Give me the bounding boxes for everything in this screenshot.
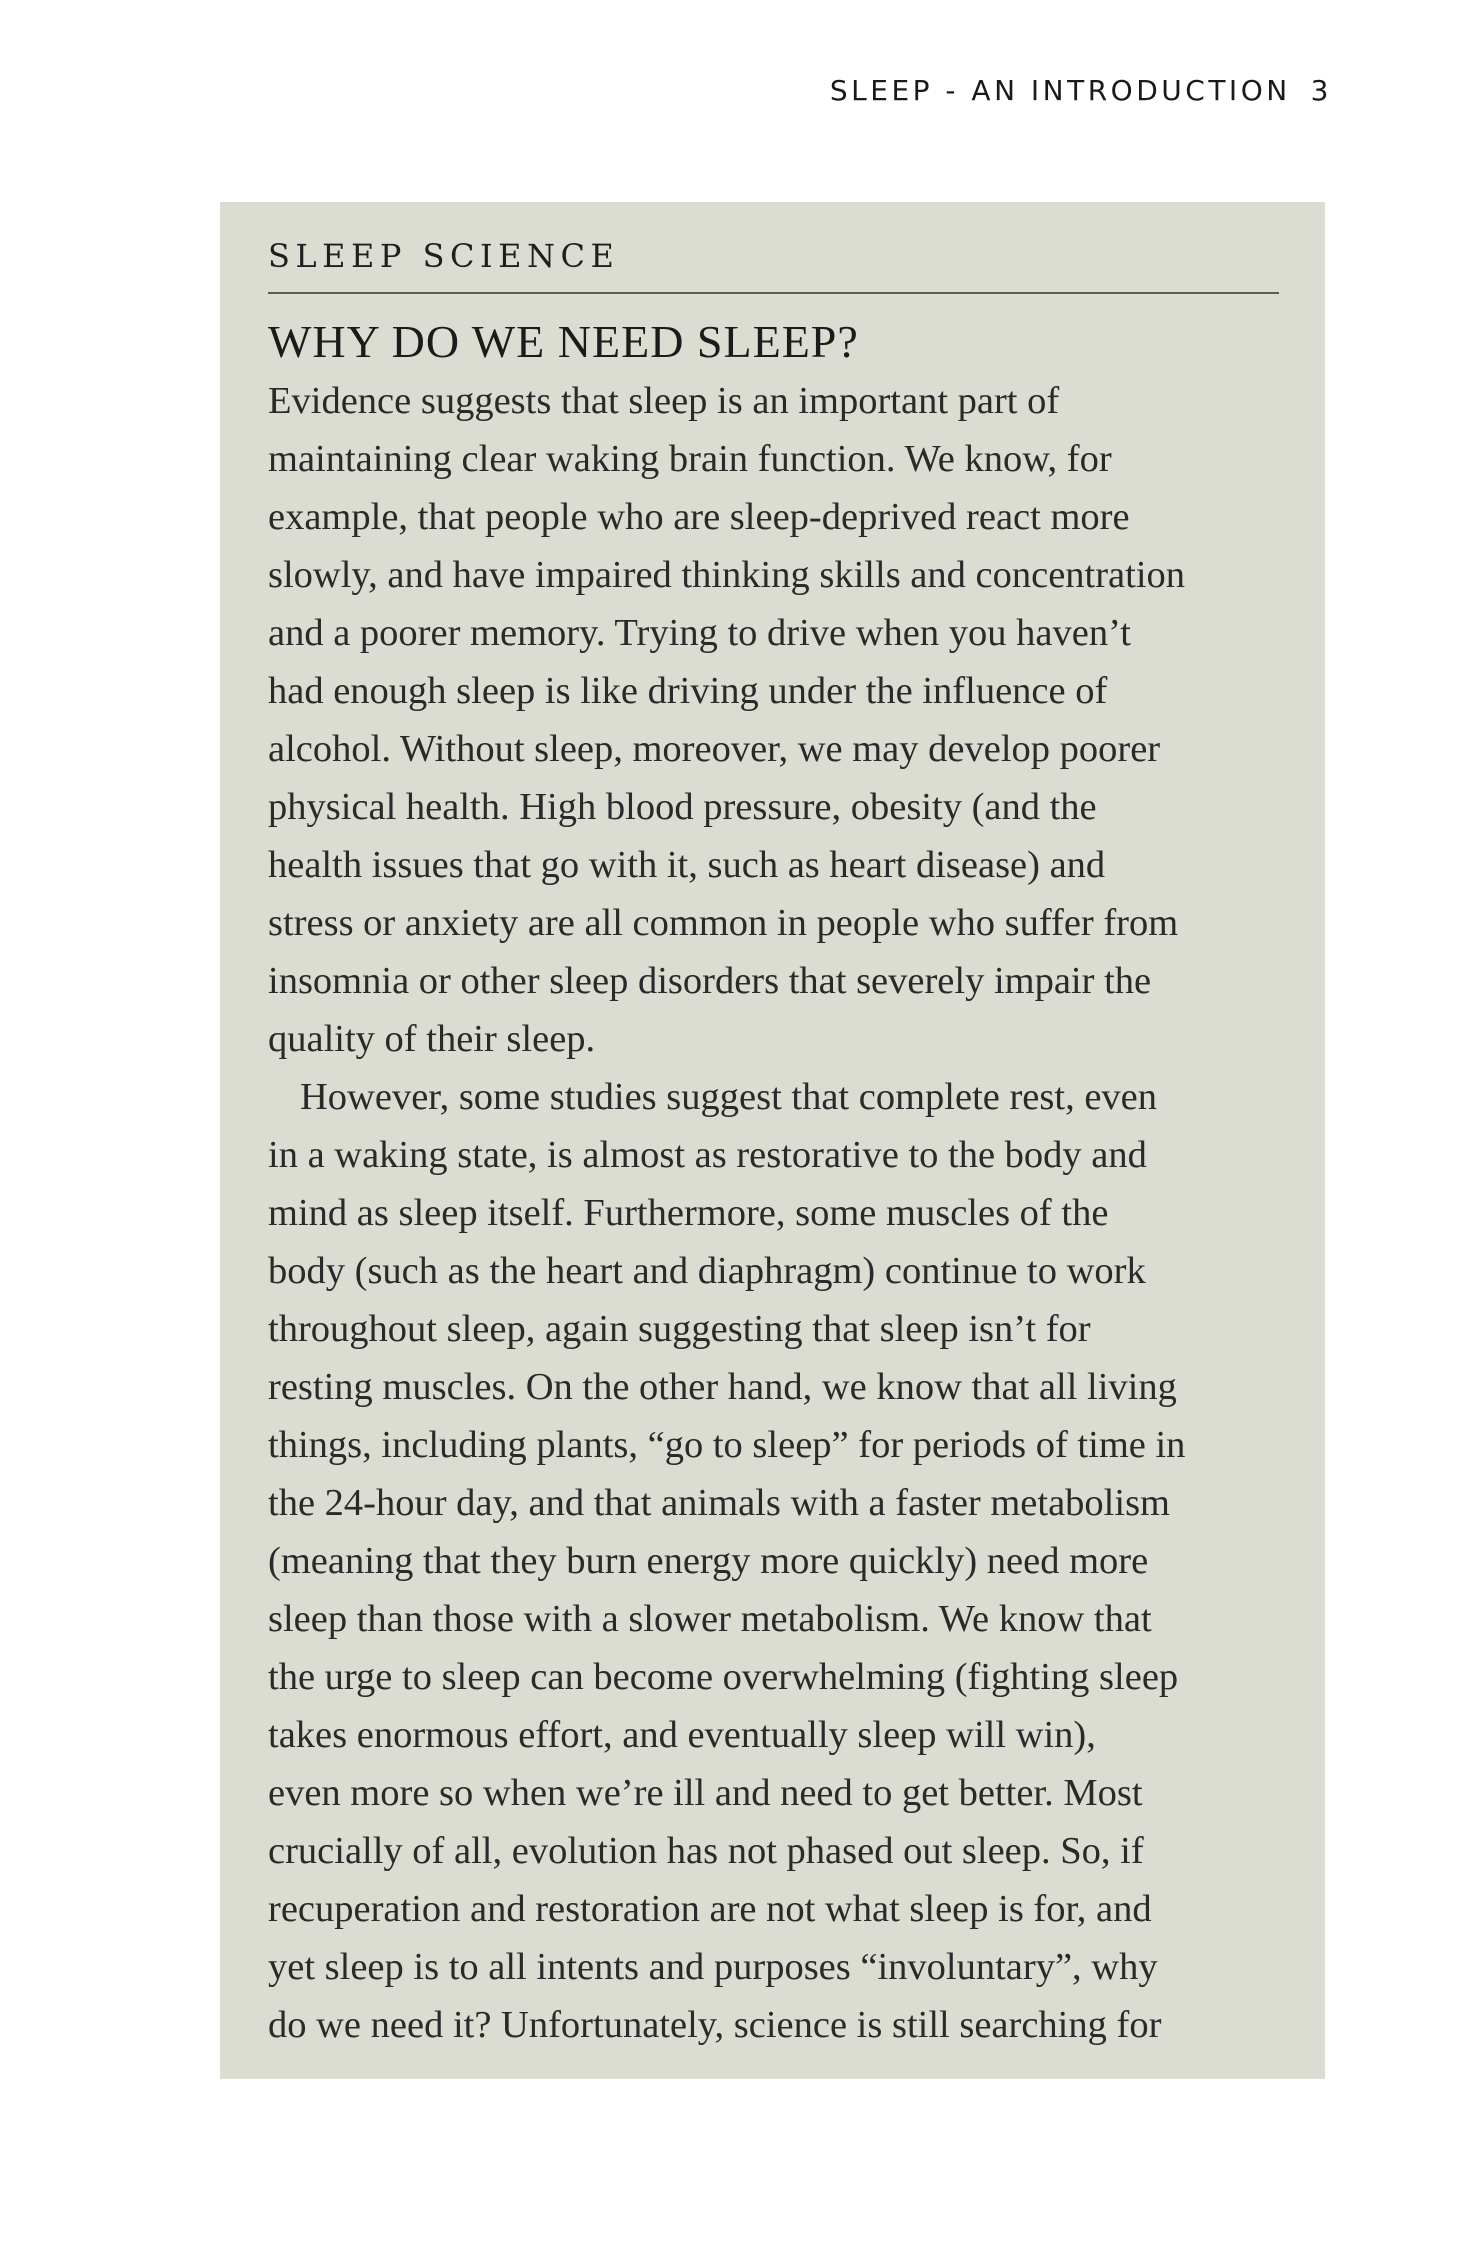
text-line: yet sleep is to all intents and purposes “involuntary”, why	[268, 1946, 1158, 1988]
text-line: physical health. High blood pressure, obesity (and the	[268, 786, 1097, 828]
text-line: maintaining clear waking brain function. We know, for	[268, 438, 1112, 480]
text-line: in a waking state, is almost as restorative to the body and	[268, 1134, 1147, 1176]
text-line: quality of their sleep.	[268, 1018, 596, 1060]
paragraph-2	[268, 1068, 1279, 2054]
text-line: insomnia or other sleep disorders that severely impair the	[268, 960, 1152, 1002]
section-label: SLEEP SCIENCE	[268, 237, 620, 275]
text-line: the urge to sleep can become overwhelming (fighting sleep	[268, 1656, 1179, 1698]
text-line: throughout sleep, again suggesting that sleep isn’t for	[268, 1308, 1091, 1350]
text-line: resting muscles. On the other hand, we know that all living	[268, 1366, 1177, 1408]
text-line: do we need it? Unfortunately, science is still searching for	[268, 2004, 1162, 2046]
text-line: the 24-hour day, and that animals with a faster metabolism	[268, 1482, 1171, 1524]
text-line: even more so when we’re ill and need to get better. Most	[268, 1772, 1143, 1814]
text-line: health issues that go with it, such as heart disease) and	[268, 844, 1106, 886]
page-number: 3	[1310, 74, 1332, 107]
running-header	[830, 74, 1332, 107]
text-line: crucially of all, evolution has not phased out sleep. So, if	[268, 1830, 1144, 1872]
text-line: had enough sleep is like driving under the influence of	[268, 670, 1108, 712]
running-title: SLEEP - AN INTRODUCTION	[829, 74, 1291, 107]
text-line: body (such as the heart and diaphragm) continue to work	[268, 1250, 1146, 1292]
text-line: recuperation and restoration are not what sleep is for, and	[268, 1888, 1152, 1930]
section-divider	[268, 292, 1279, 294]
text-line: things, including plants, “go to sleep” for periods of time in	[268, 1424, 1186, 1466]
text-line: and a poorer memory. Trying to drive when you haven’t	[268, 612, 1131, 654]
text-line: However, some studies suggest that complete rest, even	[300, 1076, 1158, 1118]
text-line: Evidence suggests that sleep is an important part of	[268, 380, 1060, 422]
sleep-science-sidebar	[220, 202, 1325, 2079]
text-line: example, that people who are sleep-deprived react more	[268, 496, 1130, 538]
text-line: alcohol. Without sleep, moreover, we may develop poorer	[268, 728, 1161, 770]
text-line: (meaning that they burn energy more quickly) need more	[268, 1540, 1149, 1582]
text-line: sleep than those with a slower metabolism. We know that	[268, 1598, 1152, 1640]
text-line: slowly, and have impaired thinking skills and concentration	[268, 554, 1186, 596]
sidebar-heading: WHY DO WE NEED SLEEP?	[268, 316, 859, 367]
text-line: takes enormous effort, and eventually sleep will win),	[268, 1714, 1096, 1756]
text-line: mind as sleep itself. Furthermore, some muscles of the	[268, 1192, 1109, 1234]
paragraph-1	[268, 372, 1279, 1068]
text-line: stress or anxiety are all common in people who suffer from	[268, 902, 1179, 944]
